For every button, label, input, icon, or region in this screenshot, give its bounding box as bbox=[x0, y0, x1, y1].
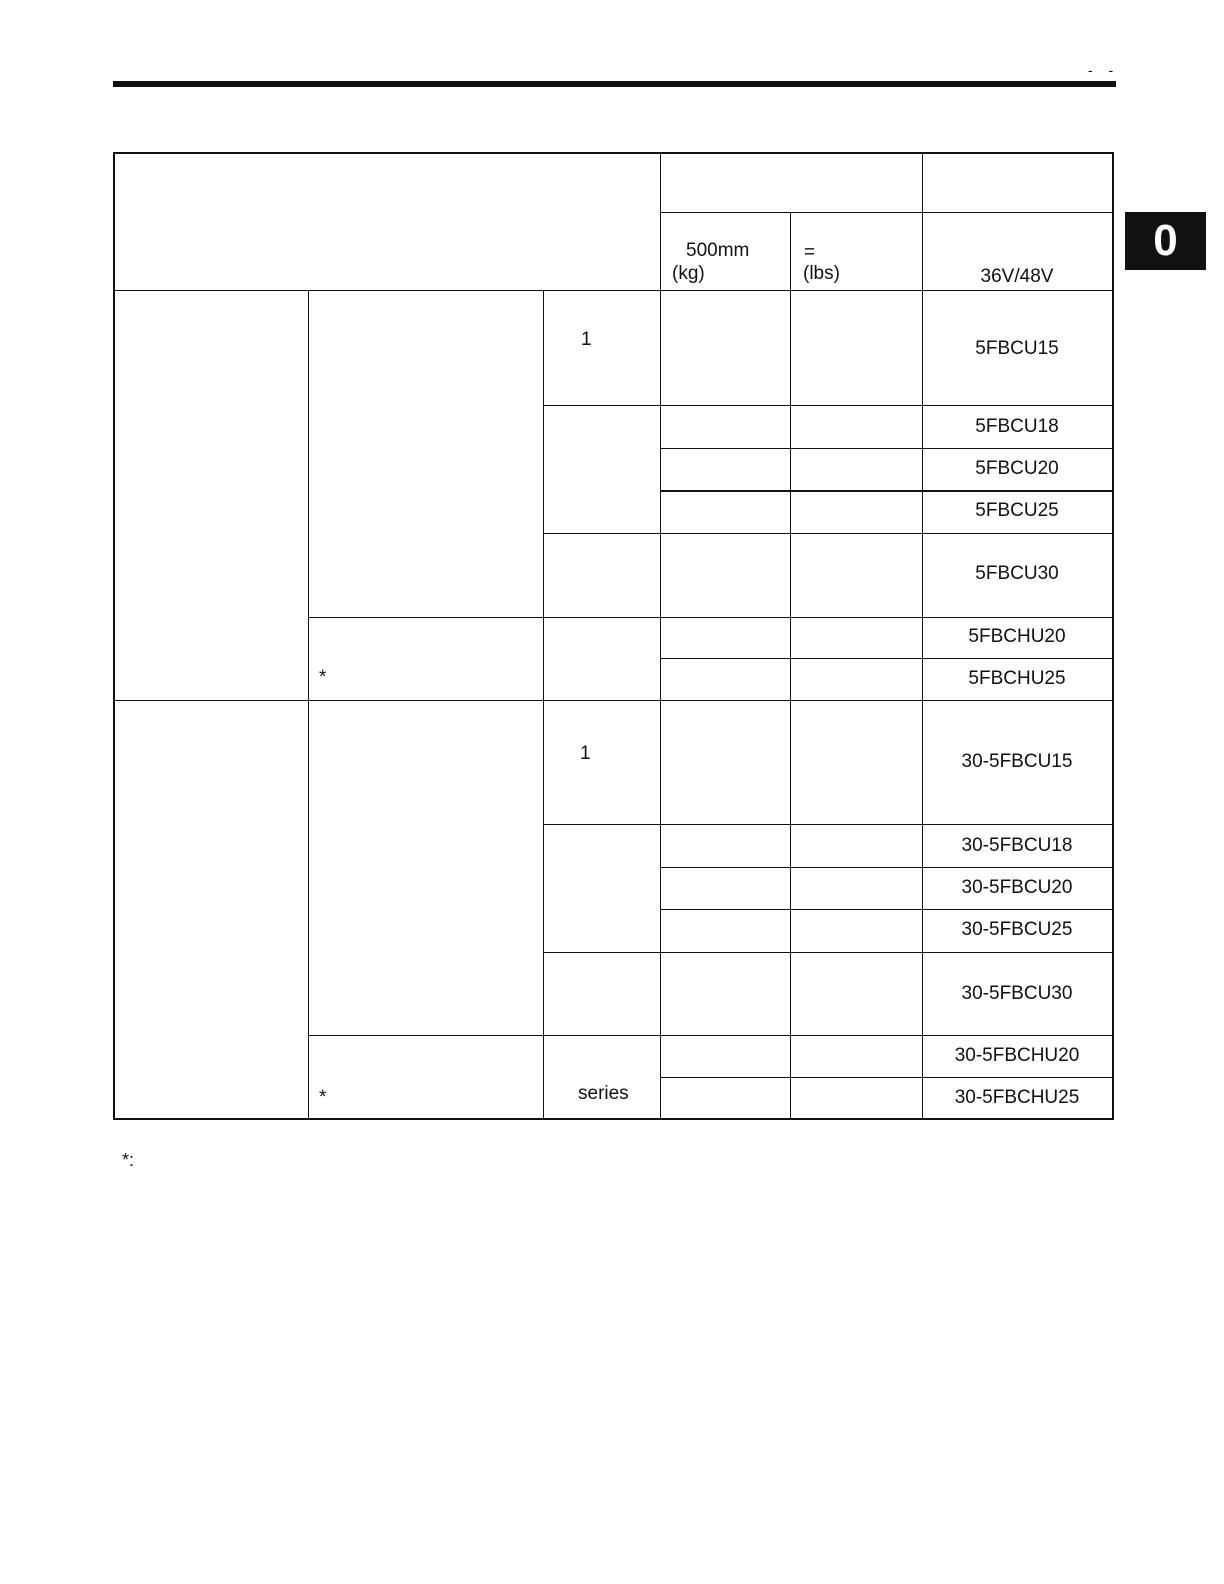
col-divider-lbs bbox=[790, 212, 791, 1118]
model-cell: 30-5FBCU30 bbox=[961, 983, 1073, 1004]
model-cell: 30-5FBCU25 bbox=[961, 919, 1073, 940]
g2-high-mark: * bbox=[319, 1087, 327, 1108]
model-cell: 5FBCHU20 bbox=[968, 626, 1066, 647]
g2-line-d bbox=[543, 952, 1112, 953]
model-cell: 5FBCU25 bbox=[975, 500, 1059, 521]
g1-line-b bbox=[660, 448, 1112, 449]
header-unit-kg: (kg) bbox=[672, 263, 705, 284]
g1-line-c bbox=[660, 490, 1112, 492]
g2-line-f bbox=[660, 1077, 1112, 1078]
header-unit-lbs: (lbs) bbox=[803, 263, 840, 284]
model-cell: 30-5FBCHU25 bbox=[954, 1087, 1080, 1108]
col-divider-capacity bbox=[660, 154, 661, 1118]
model-cell: 5FBCHU25 bbox=[968, 668, 1066, 689]
group-divider bbox=[115, 700, 1112, 701]
model-cell: 30-5FBCU15 bbox=[961, 751, 1073, 772]
g2-line-c bbox=[660, 909, 1112, 910]
col-divider-2 bbox=[543, 290, 544, 1118]
model-cell: 5FBCU15 bbox=[975, 338, 1059, 359]
g2-line-a bbox=[543, 824, 1112, 825]
model-cell: 5FBCU30 bbox=[975, 563, 1059, 584]
header-equals: = bbox=[804, 242, 816, 263]
model-cell: 5FBCU20 bbox=[975, 458, 1059, 479]
g2-line-e bbox=[308, 1035, 1112, 1036]
model-cell: 30-5FBCU18 bbox=[961, 835, 1073, 856]
g1-line-a bbox=[543, 405, 1112, 406]
g2-row1-mark: 1 bbox=[580, 743, 591, 764]
header-voltage: 36V/48V bbox=[980, 266, 1054, 287]
corner-marks: - - bbox=[1088, 62, 1120, 78]
section-tab: 0 bbox=[1125, 212, 1206, 270]
g2-series-label: series bbox=[578, 1083, 629, 1104]
g1-line-e bbox=[308, 617, 1112, 618]
footnote: *: bbox=[122, 1150, 135, 1170]
header-load-center: 500mm bbox=[686, 240, 750, 261]
model-cell: 30-5FBCU20 bbox=[961, 877, 1073, 898]
g1-high-mark: * bbox=[319, 667, 327, 688]
model-cell: 5FBCU18 bbox=[975, 416, 1059, 437]
top-rule bbox=[113, 81, 1116, 87]
g1-line-f bbox=[660, 658, 1112, 659]
header-bottom-line bbox=[115, 290, 1112, 291]
g1-row1-mark: 1 bbox=[581, 329, 592, 350]
col-divider-1 bbox=[308, 290, 309, 1118]
model-cell: 30-5FBCHU20 bbox=[954, 1045, 1080, 1066]
g1-line-d bbox=[543, 533, 1112, 534]
g2-line-b bbox=[660, 867, 1112, 868]
header-subline bbox=[660, 212, 1112, 213]
